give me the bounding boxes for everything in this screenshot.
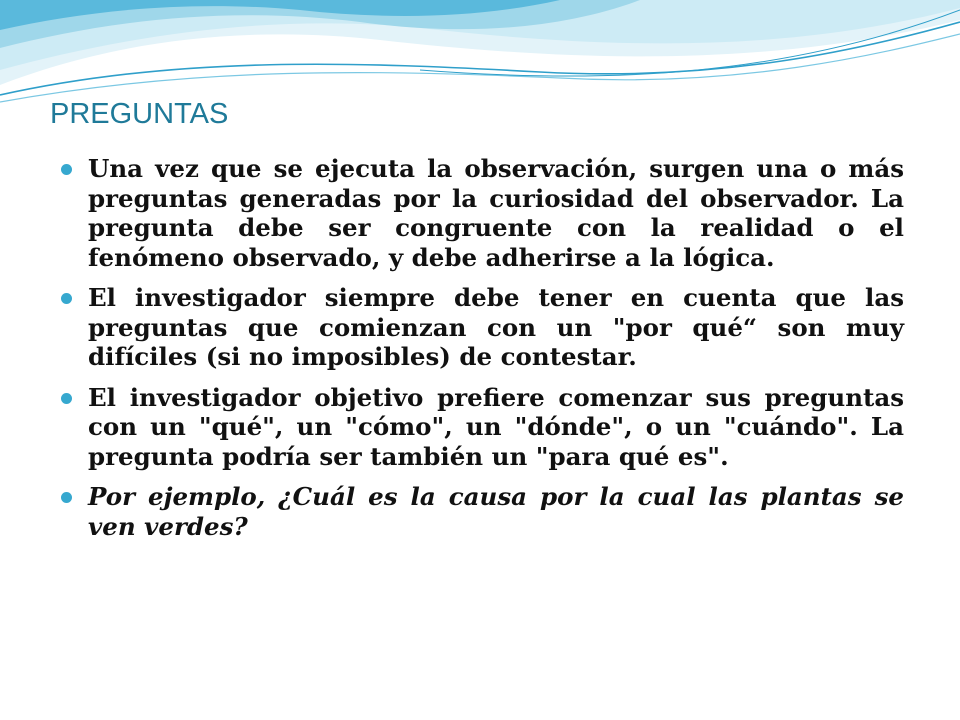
- bullet-text: El investigador objetivo prefiere comenzar sus preguntas con un "qué", un "cómo", un "dónde", o un "cuándo". La pregunta podría ser también un "para qué es".: [88, 382, 904, 471]
- bullet-dot-icon: [61, 164, 72, 175]
- bullet-dot-icon: [61, 492, 72, 503]
- bullet-item: [58, 154, 904, 272]
- bullet-dot-icon: [61, 393, 72, 404]
- bullet-text: El investigador siempre debe tener en cuenta que las preguntas que comienzan con un "por qué“ son muy difíciles (si no imposibles) de contestar.: [88, 283, 904, 371]
- slide-title: PREGUNTAS: [50, 98, 229, 130]
- bullet-item-example: [58, 482, 904, 541]
- bullet-dot-icon: [61, 293, 72, 304]
- bullet-text: Una vez que se ejecuta la observación, surgen una o más preguntas generadas por la curiosidad del observador. La pregunta debe ser congruente con la realidad o el fenómeno observado, y debe adherirse a la lógica.: [88, 154, 904, 272]
- bullet-text: Por ejemplo, ¿Cuál es la causa por la cual las plantas se ven verdes?: [88, 482, 904, 541]
- bullet-item: [58, 283, 904, 372]
- bullet-item: [58, 383, 904, 472]
- bullet-list: [58, 154, 904, 552]
